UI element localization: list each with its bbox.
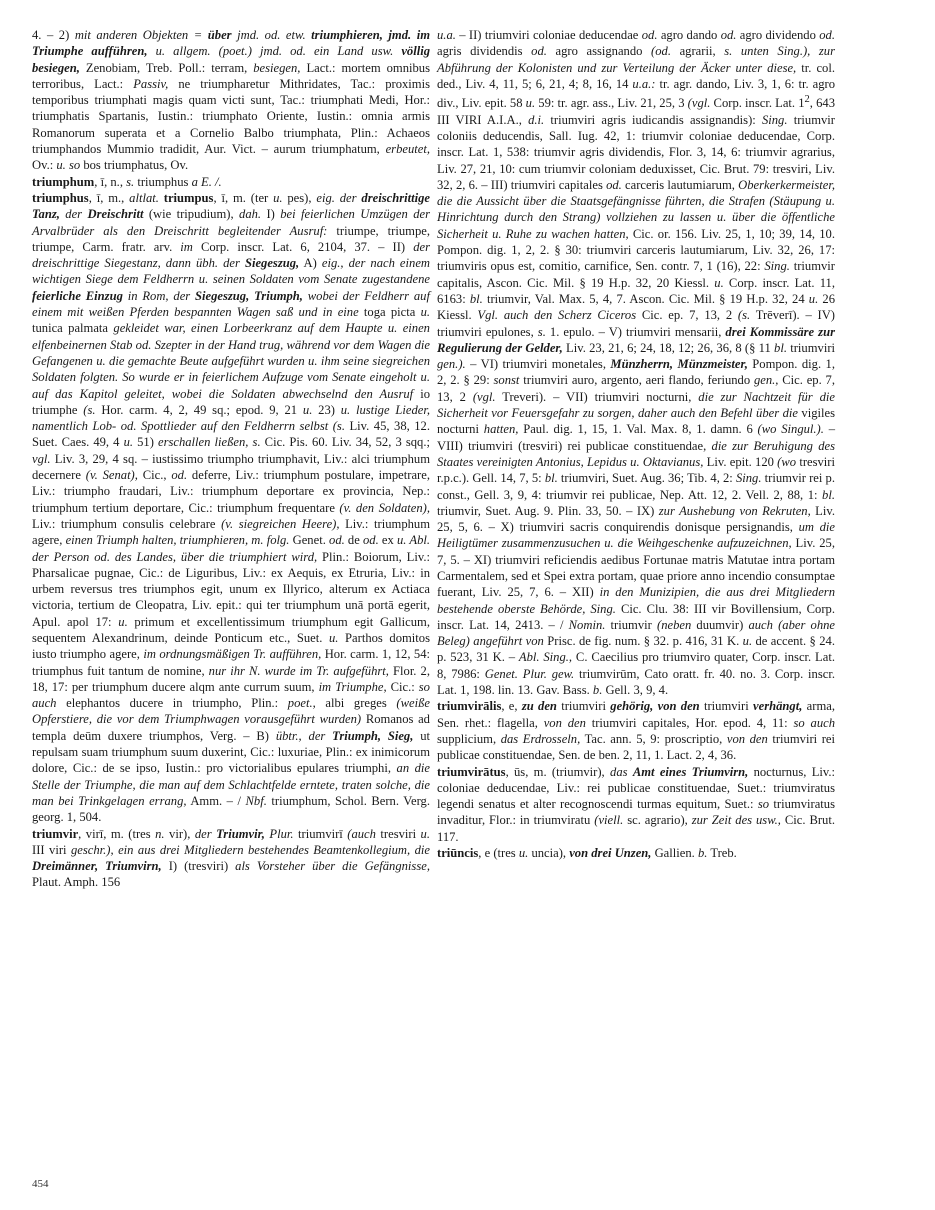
entry-triumvir-continued: u.a. – II) triumviri coloniae deducendae od. agro dando od. agro dividendo od. agris dividendis od. agro assignando (od. agrarii, s. unten Sing.), zur Abführung der Kolonisten und zur Verteilung der Äcker unter diese, tr. col. ded., Liv. 4, 11, 5; 6, 21, 4; 8, 16, 14 u.a.: tr. agr. dando, Liv. 3, 1, 6: tr. agro div., Liv. epit. 58 u. 59: tr. agr. ass., Liv. 21, 25, 3 (vgl. Corp. inscr. Lat. $1^2$, 643 III VIRI A.I.A., d.i. triumviri agris iudicandis assignandis): Sing. triumvir coloniis deducendis, Sall. Iug. 42, 1: triumvir coloniae deducendae, Corp. inscr. Lat. 1, 538: triumvir agris dividendis, Flor. 3, 14, 6: triumvir agrarius, Liv. 27, 21, 10: cum triumvir coloniam deduxisset, Cic. Brut. 79: tresviri, Liv. 32, 2, 6. – III) triumviri capitales od. carceris lautumiarum, Oberkerkermeister, die die Aussicht über die Staatsgefängnisse führten, die Strafen (Stäupung u. Hinrichtung durch den Strang) vollziehen zu lassen u. über die öffentliche Sicherheit u. Ruhe zu wachen hatten, Cic. or. 156. Liv. 25, 1, 10; 39, 14, 10. Pompon. dig. 1, 2, 2. § 30: triumviri carceris lautumiarum, Liv. 32, 26, 17: triumviris opus est, comitio, carnifice, Sen. contr. 7, 1 (16), 22: Sing. triumvir capitalis, Ascon. Cic. Mil. § 19 H.p. 32, 20 Kiessl. u. Corp. inscr. Lat. 11, 6163: bl. triumvir, Val. Max. 5, 4, 7. Ascon. Cic. Mil. § 19 H.p. 32, 24 u. 26 Kiessl. Vgl. auch den Scherz Ciceros Cic. ep. 7, 13, 2 (s. Trēverī). – IV) triumviri epulones, s. 1. epulo. – V) triumviri mensarii, drei Kommissäre zur Regulierung der Gelder, Liv. 23, 21, 6; 24, 18, 12; 26, 36, 8 (§ 11 bl. triumviri gen.). – VI) triumviri monetales, Münzherrn, Münzmeister, Pompon. dig. 1, 2, 2. § 29: sonst triumviri auro, argento, aeri flando, feriundo gen., Cic. ep. 7, 13, 2 (vgl. Treveri). – VII) triumviri nocturni, die zur Nachtzeit für die Sicherheit vor Feuersgefahr zu sorgen, daher auch den Befehl über die vigiles nocturni hatten, Paul. dig. 1, 15, 1. Val. Max. 8, 1. damn. 6 (wo Singul.). – VIII) triumviri (tresviri) rei publicae constituendae, die zur Beruhigung des Staates vereinigten Antonius, Lepidus u. Oktavianus, Liv. epit. 120 (wo tresviri r.p.c.). Gell. 14, 7, 5: bl. triumviri, Suet. Aug. 36; Tib. 4, 2: Sing. triumvir rei p. const., Gell. 3, 9, 4: triumvir rei publicae, Nep. Att. 12, 2. Vell. 2, 88, 1: bl. triumvir, Suet. Aug. 9. Plin. 33, 50. – IX) zur Aushebung von Rekruten, Liv. 25, 5, 6. – X) triumviri sacris conquirendis donisque persignandis, um die Heiligtümer zusammenzusuchen u. die Weihgeschenke aufzuzeichnen, Liv. 25, 7, 5. – XI) triumviri reficiendis aedibus Fortunae matris Matutae intra portam Carmentalem, sed et Spei extra portam, quae priore anno incendio consumptae fuerant, Liv. 25, 7, 6. – XII) in den Munizipien, die aus drei Mitgliedern bestehende oberste Behörde, Sing. Cic. Clu. 38: III vir Bovillensium, Corp. inscr. Lat. 14, 2413. – / Nomin. triumvir (neben duumvir) auch (aber ohne Beleg) angeführt von Prisc. de fig. num. § 32. p. 416, 31 K. u. de accent. § 24. p. 523, 31 K. – Abl. Sing., C. Caecilius pro triumviro quater, Corp. inscr. Lat. 8, 7986: Genet. Plur. gew. triumvirūm, Cato oratt. fr. 40. no. 3. Corp. inscr. Lat. 1, 198. lin. 13. Gav. Bass. b. Gell. 3, 9, 4.: [437, 28, 836, 698]
entry-triumphus: triumphus, ī, m., altlat. triumpus, ī, m. (ter u. pes), eig. der dreischrittige Tanz, der Dreischritt (wie tripudium), dah. I) bei feierlichen Umzügen der Arvalbrüder als den Dreischritt begleitender Ausruf: triumpe, triumpe, triumpe, Carm. fratr. arv. im Corp. inscr. Lat. 6, 2104, 37. – II) der dreischrittige Siegestanz, dann übh. der Siegeszug, A) eig., der nach einem wichtigen Siege dem Feldherrn u. seinen Soldaten vom Senate zugestandene feierliche Einzug in Rom, der Siegeszug, Triumph, wobei der Feldherr auf einem mit weißen Pferden bespannten Wagen saß und in eine toga picta u. tunica palmata gekleidet war, einen Lorbeerkranz auf dem Haupte u. einen elfenbeinernen Stab od. Szepter in der Hand trug, während vor dem Wagen die Gefangenen u. die gemachte Beute aufgeführt wurden u. ihm seine siegreichen Soldaten folgten. So wurde er in feierlichem Aufzuge vom Senate eingeholt u. auf das Kapitol geleitet, wobei die Soldaten abwechselnd den Ausruf io triumphe (s. Hor. carm. 4, 2, 49 sq.; epod. 9, 21 u. 23) u. lustige Lieder, namentlich Lob- od. Spottlieder auf den Feldherrn selbst (s. Liv. 45, 38, 12. Suet. Caes. 49, 4 u. 51) erschallen ließen, s. Cic. Pis. 60. Liv. 34, 52, 3 sqq.; vgl. Liv. 3, 29, 4 sq. – iustissimo triumpho triumphavit, Liv.: alci triumphum decernere (v. Senat), Cic., od. deferre, Liv.: triumphum postulare, impetrare, Liv.: triumpho fraudari, Liv.: triumphum deportare ex provincia, Nep.: triumphum tertium deportare, Cic.: triumphum frequentare (v. den Soldaten), Liv.: triumphum consulis celebrare (v. siegreichen Heere), Liv.: triumphum agere, einen Triumph halten, triumphieren, m. folg. Genet. od. de od. ex u. Abl. der Person od. des Landes, über die triumphiert wird, Plin.: Boiorum, Liv.: Pharsalicae pugnae, Cic.: de Liguribus, Liv.: ex Aequis, ex Etruria, Liv.: in urbem reversus tres triumphos egit, unum ex Illyrico, alterum ex Actiaca victoria, tertium de Cleopatra, Liv. epit.: qui ter triumphum unā portā egerit, Apul. apol 17: u. primum et excellentissimum triumphum egit Gallicum, sequentem Alexandrinum, deinde Ponticum etc., Suet. u. Parthos domitos iusto triumpho agere, im ordnungsmäßigen Tr. aufführen, Hor. carm. 1, 12, 54: triumphus fuit tantum de nomine, nur ihr N. wurde im Tr. aufgeführt, Flor. 2, 18, 17: per triumphum ducere alqm ante currum suum, im Triumphe, Cic.: so auch elephantos ducere in triumpho, Plin.: poet., albi greges (weiße Opferstiere, die vor dem Triumphwagen vorausgeführt wurden) Romanos ad templa deūm duxere triumphos, Verg. – B) übtr., der Triumph, Sieg, ut repulsam suam triumphum suum duxerint, Cic.: luxuriae, Plin.: ex inimicorum dolore, Cic.: de se ipso, Iustin.: pro victorialibus epulares triumphi, an die Stelle der Triumphe, die man auf dem Schlachtfelde erntete, traten solche, die man bei Trinkgelagen errang, Amm. – / Nbf. triumphum, Schol. Bern. Verg. georg. 1, 504.: [32, 190, 431, 825]
entry-triuncis: triūncis, e (tres u. uncia), von drei Unzen, Gallien. b. Treb.: [437, 846, 737, 861]
left-column: [32, 27, 430, 891]
page-number: 454: [32, 1178, 49, 1190]
entry-triumphum: triumphum, ī, n., s. triumphus a E. /.: [32, 174, 222, 189]
entry-triumviralis: triumvirālis, e, zu den triumviri gehörig, von den triumviri verhängt, arma, Sen. rhet.: flagella, von den triumviri capitales, Hor. epod. 4, 11: so auch supplicium, das Erdrosseln, Tac. ann. 5, 9: proscriptio, von den triumviri rei publicae constituendae, Sen. de ben. 2, 11, 1. Lact. 2, 4, 36.: [437, 699, 835, 763]
entry-triumvir: triumvir, virī, m. (tres n. vir), der Triumvir, Plur. triumvirī (auch tresviri u. III viri geschr.), ein aus drei Mitgliedern bestehendes Beamtenkollegium, die Dreimänner, Triumvirn, I) (tresviri) als Vorsteher über die Gefängnisse, Plaut. Amph. 156: [32, 826, 431, 890]
entry-triumviratus: triumvirātus, ūs, m. (triumvir), das Amt eines Triumvirn, nocturnus, Liv.: coloniae deducendae, Liv.: rei publicae constituendae, Suet.: triumviratus legendi senatus et alter recognoscendi turmas equitum, Suet.: so triumviratus invaditur, Flor.: in triumviratu (viell. sc. agrario), zur Zeit des usw., Cic. Brut. 117.: [437, 764, 836, 844]
right-column: [437, 27, 835, 861]
entry-continuation-triumpho: 4. – 2) mit anderen Objekten = über jmd. od. etw. triumphieren, jmd. im Triumphe aufführen, u. allgem. (poet.) jmd. od. ein Land usw. völlig besiegen, Zenobiam, Treb. Poll.: terram, besiegen, Lact.: mortem omnibus terroribus, Lact.: Passiv, ne triumpharetur Mithridates, Tac.: proximis temporibus triumphati magis quam victi sunt, Tac.: triumphati Medi, Hor.: triumphatis Spartanis, Iustin.: triumphato Oriente, Iustin.: omnia armis Romanorum superata et a Cornelio Balbo triumphata, Plin.: Achaeos triumphandos Mummio tradidit, Aur. Vict. – aurum triumphatum, erbeutet, Ov.: u. so bos triumphatus, Ov.: [32, 28, 431, 173]
